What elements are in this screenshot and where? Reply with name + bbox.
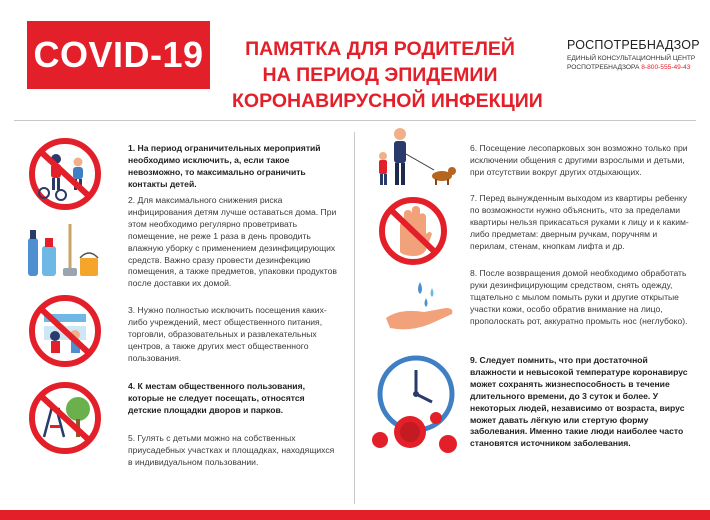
item-1-bold: 1. На период ограничительных мероприятий необходимо исключить, а, если такое невозможно, то максимально ограничить контакты детей. [128,143,321,189]
item-4-bold: 4. К местам общественного пользования, которые не следует посещать, относятся детские площадки дворов и парков. [128,381,305,415]
agency-phone: 8-800-555-49-43 [641,63,691,71]
item-3-text: 3. Нужно полностью исключить посещения каких-либо учреждений, мест общественного питания, торговли, образовательных и развлекательных центров, а также других мест общественного пользования. [128,305,327,363]
item-5 [128,433,340,469]
hand-sanitizer-icon [380,278,460,336]
item-3 [128,305,340,365]
logo-text: COVID-19 [33,34,204,75]
no-touch-hand-icon [376,194,450,268]
item-8 [470,268,692,328]
virus-clock-icon [364,350,464,460]
no-public-places-icon [26,292,104,370]
family-walking-dog-icon [370,124,462,190]
item-9 [470,355,692,450]
item-7 [470,193,692,253]
item-7-text: 7. Перед вынужденным выходом из квартиры ребенку по возможности нужно объяснить, что за пределами квартиры нельзя прикасаться руками к лицу и к каким-либо предметам: дверным ручкам, поручням и перилам, стенам, кнопкам лифта и др. [470,193,689,251]
bottom-band [0,510,710,520]
agency-name: РОСПОТРЕБНАДЗОР [567,38,700,52]
item-9-bold: 9. Следует помнить, что при достаточной влажности и невысокой температуре коронавирус может сохранять жизнеспособность в течение длительного времени, до 3 суток и более. У некоторых людей, независимо от возраста, вирус может давать лёгкую или стертую форму заболевания. Именно такие люди наиболее часто становятся источником заболевания. [470,355,688,449]
item-2-text: 2. Для максимального снижения риска инфицирования детям лучше оставаться дома. При этом необходимо регулярно проветривать помещение, не реже 1 раза в день проводить влажную уборку с применением дезинфицирующих средств. Важно сразу провести дезинфекцию помещения, а также предметов, упаковки продуктов после доставки их домой. [128,195,337,289]
agency-subtitle [567,55,697,72]
cleaning-supplies-icon [20,220,104,282]
page-title [232,36,543,114]
item-2 [128,195,348,290]
covid-logo [27,21,210,89]
header-divider [14,120,696,121]
agency-line-2: РОСПОТРЕБНАДЗОРА [567,63,640,71]
agency-line-1: ЕДИНЫЙ КОНСУЛЬТАЦИОННЫЙ ЦЕНТР [567,55,696,62]
item-1 [128,143,343,191]
no-playground-icon [26,379,104,457]
title-line-2: НА ПЕРИОД ЭПИДЕМИИ [262,64,498,86]
title-line-3: КОРОНАВИРУСНОЙ ИНФЕКЦИИ [232,90,543,112]
agency-line-2-row [567,64,697,73]
agency-block [567,38,700,72]
no-kids-playing-icon [26,135,104,213]
item-4 [128,381,340,417]
item-5-text: 5. Гулять с детьми можно на собственных приусадебных участках и площадках, находящихся в индивидуальном пользовании. [128,433,335,467]
item-8-text: 8. После возвращения домой необходимо обработать руки дезинфицирующим средством, снять одежду, тщательно с мылом помыть руки и другие открытые участки кожи, особо обратив внимание на лицо, прополоскать рот, аккуратно промыть нос (неглубоко). [470,268,688,326]
title-line-1: ПАМЯТКА ДЛЯ РОДИТЕЛЕЙ [245,38,515,60]
column-divider [354,132,355,504]
item-6-text: 6. Посещение лесопарковых зон возможно только при исключении общения с другими взрослыми и детьми, при отсутствии вокруг других отдыхающих. [470,143,688,177]
item-6 [470,143,692,179]
